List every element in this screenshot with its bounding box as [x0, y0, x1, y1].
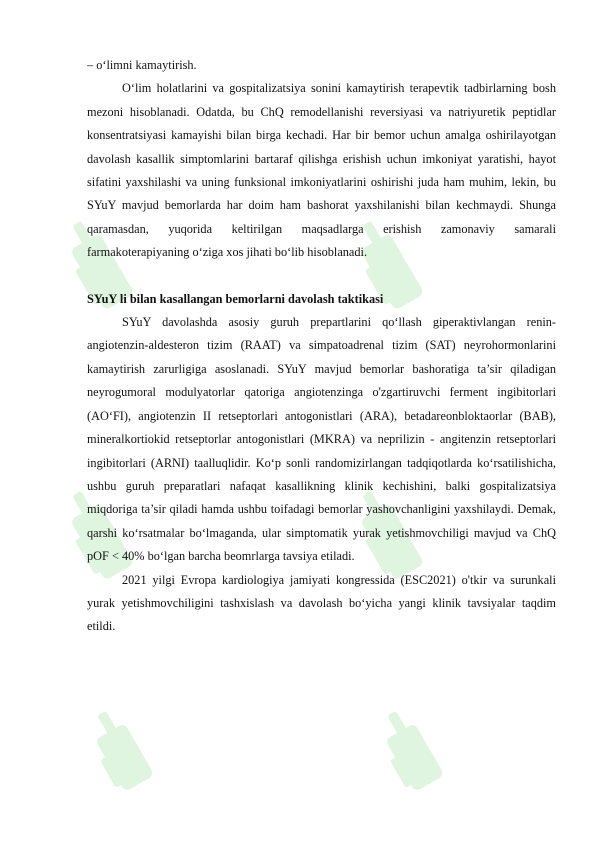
document-body	[87, 54, 556, 639]
paragraph-esc2021: 2021 yilgi Evropa kardiologiya jamiyati kongressida (ESC2021) o'tkir va surunkali yurak yetishmovchiligini tashxislash va davolash bo‘yicha yangi klinik tavsiyalar taqdim etildi.	[87, 572, 556, 634]
section-gap	[87, 265, 556, 288]
paragraph-treatment-goals: O‘lim holatlarini va gospitalizatsiya sonini kamaytirish terapevtik tadbirlarning bosh mezoni hisoblanadi. Odatda, bu ChQ remodellanishi reversiyasi va natriyuretik peptidlar konsentratsiyasi kamayishi bilan birga kechadi. Har bir bemor uchun amalga oshirilayotgan davolash kasallik simptomlarini bartaraf qilishga erishish uchun imkoniyat yaratishi, hayot sifatini yaxshilashi va uning funksional imkoniyatlarini oshirishi juda ham muhim, lekin, bu SYuY mavjud bemorlarda har doim ham bashorat yaxshilanishi bilan kechmaydi. Shunga qaramasdan, yuqorida keltirilgan maqsadlarga erishish zamonaviy samarali farmakoterapiyaning o‘ziga xos jihati bo‘lib hisoblanadi.	[87, 81, 556, 260]
section-heading: SYuY li bilan kasallangan bemorlarni davolash taktikasi	[87, 291, 384, 306]
paragraph-treatment-tactics: SYuY davolashda asosiy guruh prepartlarini qo‘llash giperaktivlangan renin-angiotenzin-aldesteron tizim (RAAT) va simpatoadrenal tizim (SAT) neyrohormonlarini kamaytirish zarurligiga asoslanadi. SYuY mavjud bemorlar bashoratiga ta’sir qiladigan neyrogumoral modulyatorlar qatoriga angiotenzinga o'zgartiruvchi ferment ingibitorlari (AO‘FI), angiotenzin II retseptorlari antogonistlari (ARA), betadareonbloktaorlar (BAB), mineralkortiokid retseptorlar antogonistlari (MKRA) va neprilizin - angitenzin retseptorlari ingibitorlari (ARNI) taalluqlidir. Ko‘p sonli randomizirlangan tadqiqotlarda ko‘rsatilishicha, ushbu guruh preparatlari nafaqat kasallikning klinik kechishini, balki gospitalizatsiya miqdoriga ta’sir qiladi hamda ushbu toifadagi bemorlar yashovchanligini yaxshilaydi. Demak, qarshi ko‘rsatmalar bo‘lmaganda, ular simptomatik yurak yetishmovchiligi mavjud va ChQ pOF < 40% bo‘lgan barcha beomrlarga tavsiya etiladi.	[87, 315, 556, 564]
paragraph-intro-line: – o‘limni kamaytirish.	[87, 58, 197, 72]
